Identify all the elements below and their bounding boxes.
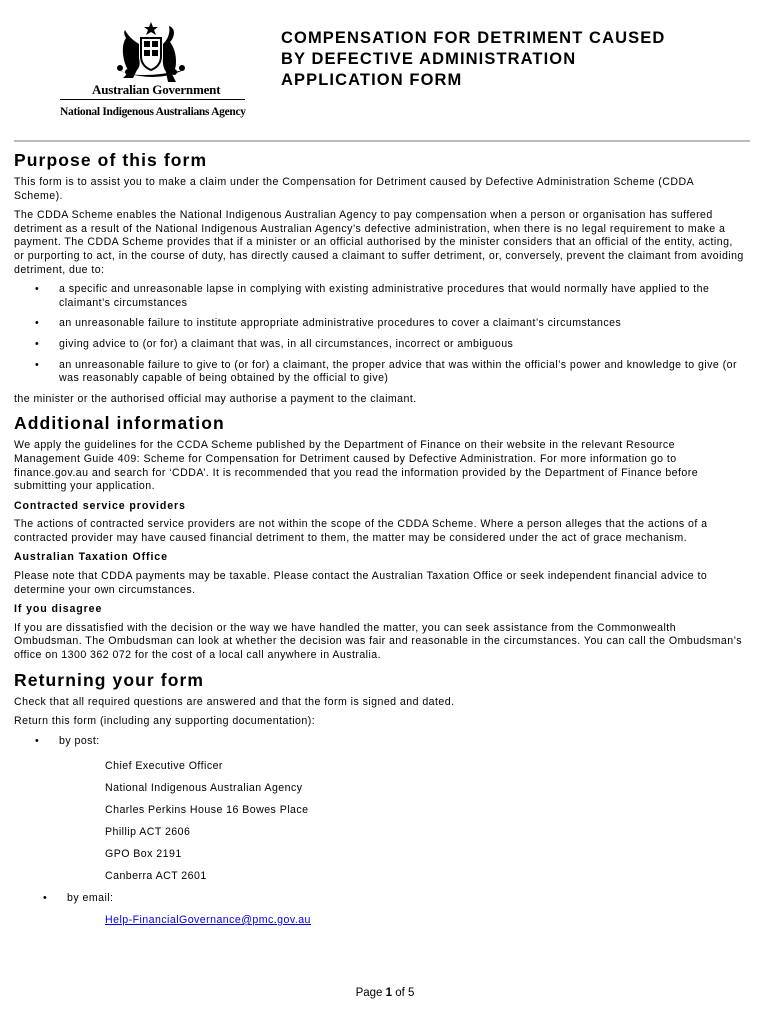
agency-divider	[60, 99, 245, 100]
list-item	[14, 283, 744, 310]
form-content	[14, 145, 744, 936]
purpose-conclusion: the minister or the authorised official may authorise a payment to the claimant.	[14, 392, 417, 405]
bullet-icon: •	[35, 358, 40, 371]
email-label: by email:	[67, 892, 114, 905]
tax-text: Please note that CDDA payments may be taxable. Please contact the Australian Taxation Office or seek independent financial advice to determine your own circumstances.	[14, 570, 708, 596]
return-methods	[14, 735, 744, 749]
bullet-icon: •	[35, 337, 40, 350]
form-title-line: APPLICATION FORM	[281, 71, 463, 89]
bullet-icon: •	[35, 317, 40, 330]
returning-check-text: Check that all required questions are answered and that the form is signed and dated.	[14, 695, 455, 708]
list-item-text: giving advice to (or for) a claimant that was, in all circumstances, incorrect or ambiguous	[59, 337, 514, 350]
government-name: Australian Government	[92, 82, 221, 97]
bullet-icon: •	[35, 734, 40, 747]
post-label: by post:	[59, 734, 100, 747]
list-item	[14, 338, 744, 352]
address-line: Phillip ACT 2606	[105, 826, 191, 839]
detriment-list	[14, 283, 744, 386]
list-item-text: a specific and unreasonable lapse in complying with existing administrative procedures that would normally have applied to the claimant’s circumstances	[59, 283, 710, 309]
address-line: National Indigenous Australian Agency	[105, 782, 303, 795]
form-title-line: COMPENSATION FOR DETRIMENT CAUSED	[281, 29, 666, 47]
return-methods-email	[14, 892, 744, 906]
purpose-heading: Purpose of this form	[14, 150, 208, 170]
address-line: GPO Box 2191	[105, 848, 182, 861]
contracted-heading: Contracted service providers	[14, 499, 186, 512]
purpose-intro: This form is to assist you to make a claim under the Compensation for Detriment caused by Defective Administration Scheme (CDDA Scheme).	[14, 176, 694, 202]
coat-of-arms-logo	[108, 22, 194, 84]
form-title-line: BY DEFECTIVE ADMINISTRATION	[281, 50, 577, 68]
returning-instructions: Return this form (including any supporting documentation):	[14, 715, 316, 728]
agency-name: National Indigenous Australians Agency	[60, 106, 246, 118]
list-item	[14, 735, 744, 749]
purpose-description: The CDDA Scheme enables the National Indigenous Australian Agency to pay compensation when a person or organisation has suffered detriment as a result of the National Indigenous Australian Agency’s defective administration, when there is no legal requirement to make a payment. The CDDA Scheme provides that if a minister or an official authorised by the minister considers that an official of the entity, acting, or purporting to act, in the course of duty, has directly caused a claimant to suffer detriment, or, conversely, prevent the claimant from avoiding detriment, due to:	[14, 209, 744, 276]
email-link[interactable]: Help-FinancialGovernance@pmc.gov.au	[105, 913, 311, 926]
bullet-icon: •	[35, 283, 40, 296]
list-item	[14, 317, 744, 331]
header-divider	[14, 140, 750, 142]
list-item-text: an unreasonable failure to give to (or for) a claimant, the proper advice that was within the official’s power and knowledge to give (or was reasonably capable of being obtained by the official to give)	[59, 358, 737, 385]
page-footer	[0, 987, 770, 999]
disagree-text: If you are dissatisfied with the decision or the way we have handled the matter, you can seek assistance from the Commonwealth Ombudsman. The Ombudsman can look at whether the decision was fair and reasonable in the circumstances. You can call the Ombudsman’s office on 1300 362 072 for the cost of a local call anywhere in Australia.	[14, 621, 742, 662]
list-item	[14, 892, 744, 906]
guidelines-text: We apply the guidelines for the CCDA Scheme published by the Department of Finance on their website in the relevant Resource Management Guide 409: Scheme for Compensation for Detriment caused by Defective Administration. For more information go to finance.gov.au and search for ‘CDDA’. It is recommended that you read the information provided by the Department of Finance before submitting your application.	[14, 439, 699, 493]
page-number: 1	[385, 987, 393, 999]
form-title	[281, 28, 741, 91]
tax-heading: Australian Taxation Office	[14, 551, 168, 564]
address-line: Chief Executive Officer	[105, 760, 223, 773]
postal-address	[14, 760, 744, 884]
address-line: Charles Perkins House 16 Bowes Place	[105, 804, 309, 817]
page-word: Page	[355, 987, 383, 999]
list-item	[14, 359, 744, 386]
email-line	[105, 914, 744, 928]
list-item-text: an unreasonable failure to institute appropriate administrative procedures to cover a claimant’s circumstances	[59, 317, 622, 330]
disagree-heading: If you disagree	[14, 603, 103, 616]
page-total: 5	[408, 987, 415, 999]
returning-heading: Returning your form	[14, 669, 205, 690]
contracted-text: The actions of contracted service providers are not within the scope of the CDDA Scheme. Where a person alleges that the actions of a contracted provider may have caused financial detriment to them, the matter may be considered under the act of grace mechanism.	[14, 518, 708, 544]
bullet-icon: •	[43, 892, 48, 905]
address-line: Canberra ACT 2601	[105, 870, 207, 883]
of-word: of	[395, 987, 405, 999]
additional-heading: Additional information	[14, 413, 225, 434]
